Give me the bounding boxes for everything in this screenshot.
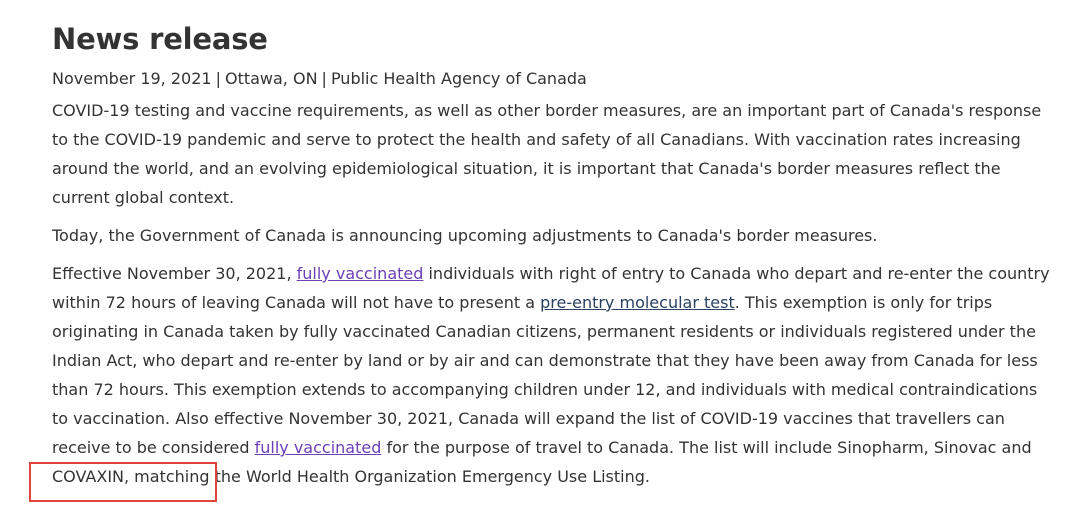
release-meta <box>52 68 1057 90</box>
paragraph-text: individuals with right of entry to Canada who depart and re-enter the country within 72 hours of leaving Canada will not have to present a <box>52 264 1050 312</box>
release-date: November 19, 2021 <box>52 69 212 88</box>
paragraph-text: . This exemption is only for trips originating in Canada taken by fully vaccinated Canadian citizens, permanent residents or individuals registered under the Indian Act, who depart and re-enter by land or by air and can demonstrate that they have been away from Canada for less than 72 hours. This exemption extends to accompanying children under 12, and individuals with medical contraindications to vaccination. Also effective November 30, 2021, Canada will expand the list of COVID-19 vaccines that travellers can receive to be considered <box>52 293 1038 457</box>
paragraph-intro: COVID-19 testing and vaccine requirements, as well as other border measures, are an important part of Canada's response to the COVID-19 pandemic and serve to protect the health and safety of all Canadians. With vaccination rates increasing around the world, and an evolving epidemiological situation, it is important that Canada's border measures reflect the current global context. <box>52 101 1042 207</box>
news-release-article <box>52 0 1057 491</box>
meta-separator: | <box>321 69 327 88</box>
paragraph-details <box>52 259 1057 491</box>
fully-vaccinated-link-2[interactable]: fully vaccinated <box>254 438 382 457</box>
release-agency: Public Health Agency of Canada <box>330 69 587 88</box>
release-location: Ottawa, ON <box>224 69 318 88</box>
paragraph-announcement: Today, the Government of Canada is announcing upcoming adjustments to Canada's border measures. <box>52 226 878 245</box>
meta-separator: | <box>215 69 221 88</box>
paragraph-text: for the purpose of travel to Canada. The list will include Sinopharm, Sinovac and COVAXIN, matching the World Health Organization Emergency Use Listing. <box>52 438 1032 486</box>
fully-vaccinated-link[interactable]: fully vaccinated <box>296 264 424 283</box>
page-title: News release <box>52 22 268 56</box>
pre-entry-molecular-test-link[interactable]: pre-entry molecular test <box>540 293 735 312</box>
paragraph-text: Effective November 30, 2021, <box>52 264 297 283</box>
